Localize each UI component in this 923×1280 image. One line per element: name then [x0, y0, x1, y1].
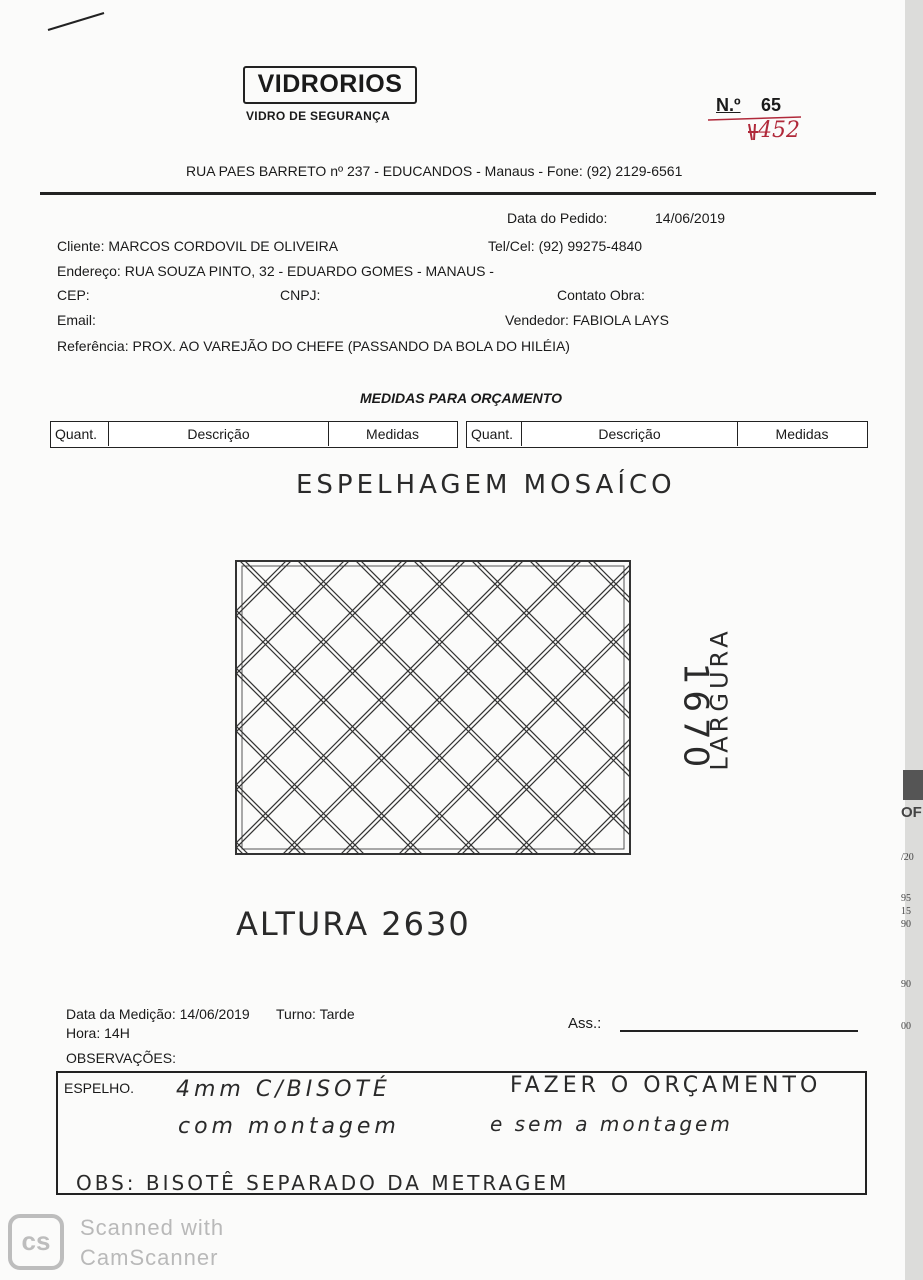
col-measures-header: Medidas — [775, 426, 829, 442]
observation-item: ESPELHO. — [64, 1080, 135, 1096]
col-qty-header: Quant. — [467, 422, 522, 446]
cnpj-field: CNPJ: — [280, 287, 321, 303]
col-desc-header: Descrição — [522, 422, 738, 446]
measurement-time: Hora: 14H — [66, 1025, 130, 1041]
company-logo — [243, 66, 417, 104]
measurement-date: Data da Medição: 14/06/2019 — [66, 1006, 250, 1022]
col-desc-header: Descrição — [109, 422, 329, 446]
camscanner-line2: CamScanner — [80, 1245, 219, 1270]
reference-field: Referência: PROX. AO VAREJÃO DO CHEFE (PASSANDO DA BOLA DO HILÉIA) — [57, 338, 570, 354]
order-date-label: Data do Pedido: — [507, 210, 608, 226]
measures-table-right — [466, 421, 868, 448]
order-date-value: 14/06/2019 — [655, 210, 726, 226]
header-divider — [40, 192, 876, 195]
edge-fragment: 15 — [901, 906, 911, 917]
edge-fragment: 90 — [901, 979, 911, 990]
height-annotation: ALTURA 2630 — [236, 905, 471, 943]
camscanner-line1: Scanned with — [80, 1215, 225, 1240]
background-page-dark-mark — [903, 770, 923, 800]
email-field: Email: — [57, 312, 96, 328]
cep-field: CEP: — [57, 287, 90, 303]
address-field: Endereço: RUA SOUZA PINTO, 32 - EDUARDO GOMES - MANAUS - — [57, 263, 494, 279]
camscanner-logo — [8, 1214, 64, 1270]
red-scribble-mark — [746, 120, 760, 144]
observation-line2b: e sem a montagem — [490, 1112, 733, 1136]
observation-line1b: FAZER O ORÇAMENTO — [510, 1073, 822, 1098]
handwritten-number: 452 — [758, 118, 800, 143]
observations-label: OBSERVAÇÕES: — [66, 1050, 176, 1066]
camscanner-logo-glyph: cs — [21, 1226, 51, 1256]
company-tagline: VIDRO DE SEGURANÇA — [246, 109, 391, 123]
observation-line3: OBS: BISOTÊ SEPARADO DA METRAGEM — [76, 1171, 570, 1195]
contact-field: Contato Obra: — [557, 287, 645, 303]
background-page-edge — [905, 0, 923, 1280]
company-name: VIDRORIOS — [257, 70, 403, 98]
edge-fragment: OF — [901, 804, 922, 821]
seller-field: Vendedor: FABIOLA LAYS — [505, 312, 669, 328]
width-value-annotation: 1670 — [675, 662, 716, 774]
width-label-annotation: LARGURA — [705, 627, 734, 771]
signature-line — [620, 1030, 858, 1032]
edge-fragment: /20 — [901, 852, 914, 863]
pen-stroke-mark — [44, 8, 108, 34]
edge-fragment: 00 — [901, 1021, 911, 1032]
phone-field: Tel/Cel: (92) 99275-4840 — [488, 238, 643, 254]
col-measures-header: Medidas — [366, 426, 419, 442]
order-number-label: N.º — [716, 95, 741, 115]
mosaic-mirror-drawing — [228, 555, 638, 860]
measures-title: MEDIDAS PARA ORÇAMENTO — [360, 390, 562, 406]
observation-line2a: com montagem — [178, 1114, 400, 1139]
col-qty-header: Quant. — [51, 422, 109, 446]
edge-fragment: 95 — [901, 893, 911, 904]
client-field: Cliente: MARCOS CORDOVIL DE OLIVEIRA — [57, 238, 339, 254]
signature-label: Ass.: — [568, 1015, 602, 1032]
measures-table-left — [50, 421, 458, 448]
observation-line1a: 4mm C/BISOTÉ — [176, 1077, 391, 1102]
company-address: RUA PAES BARRETO nº 237 - EDUCANDOS - Manaus - Fone: (92) 2129-6561 — [186, 163, 683, 179]
edge-fragment: 90 — [901, 919, 911, 930]
drawing-title: ESPELHAGEM MOSAÍCO — [296, 470, 676, 500]
order-number-value: 65 — [761, 95, 782, 115]
measurement-shift: Turno: Tarde — [276, 1006, 355, 1022]
